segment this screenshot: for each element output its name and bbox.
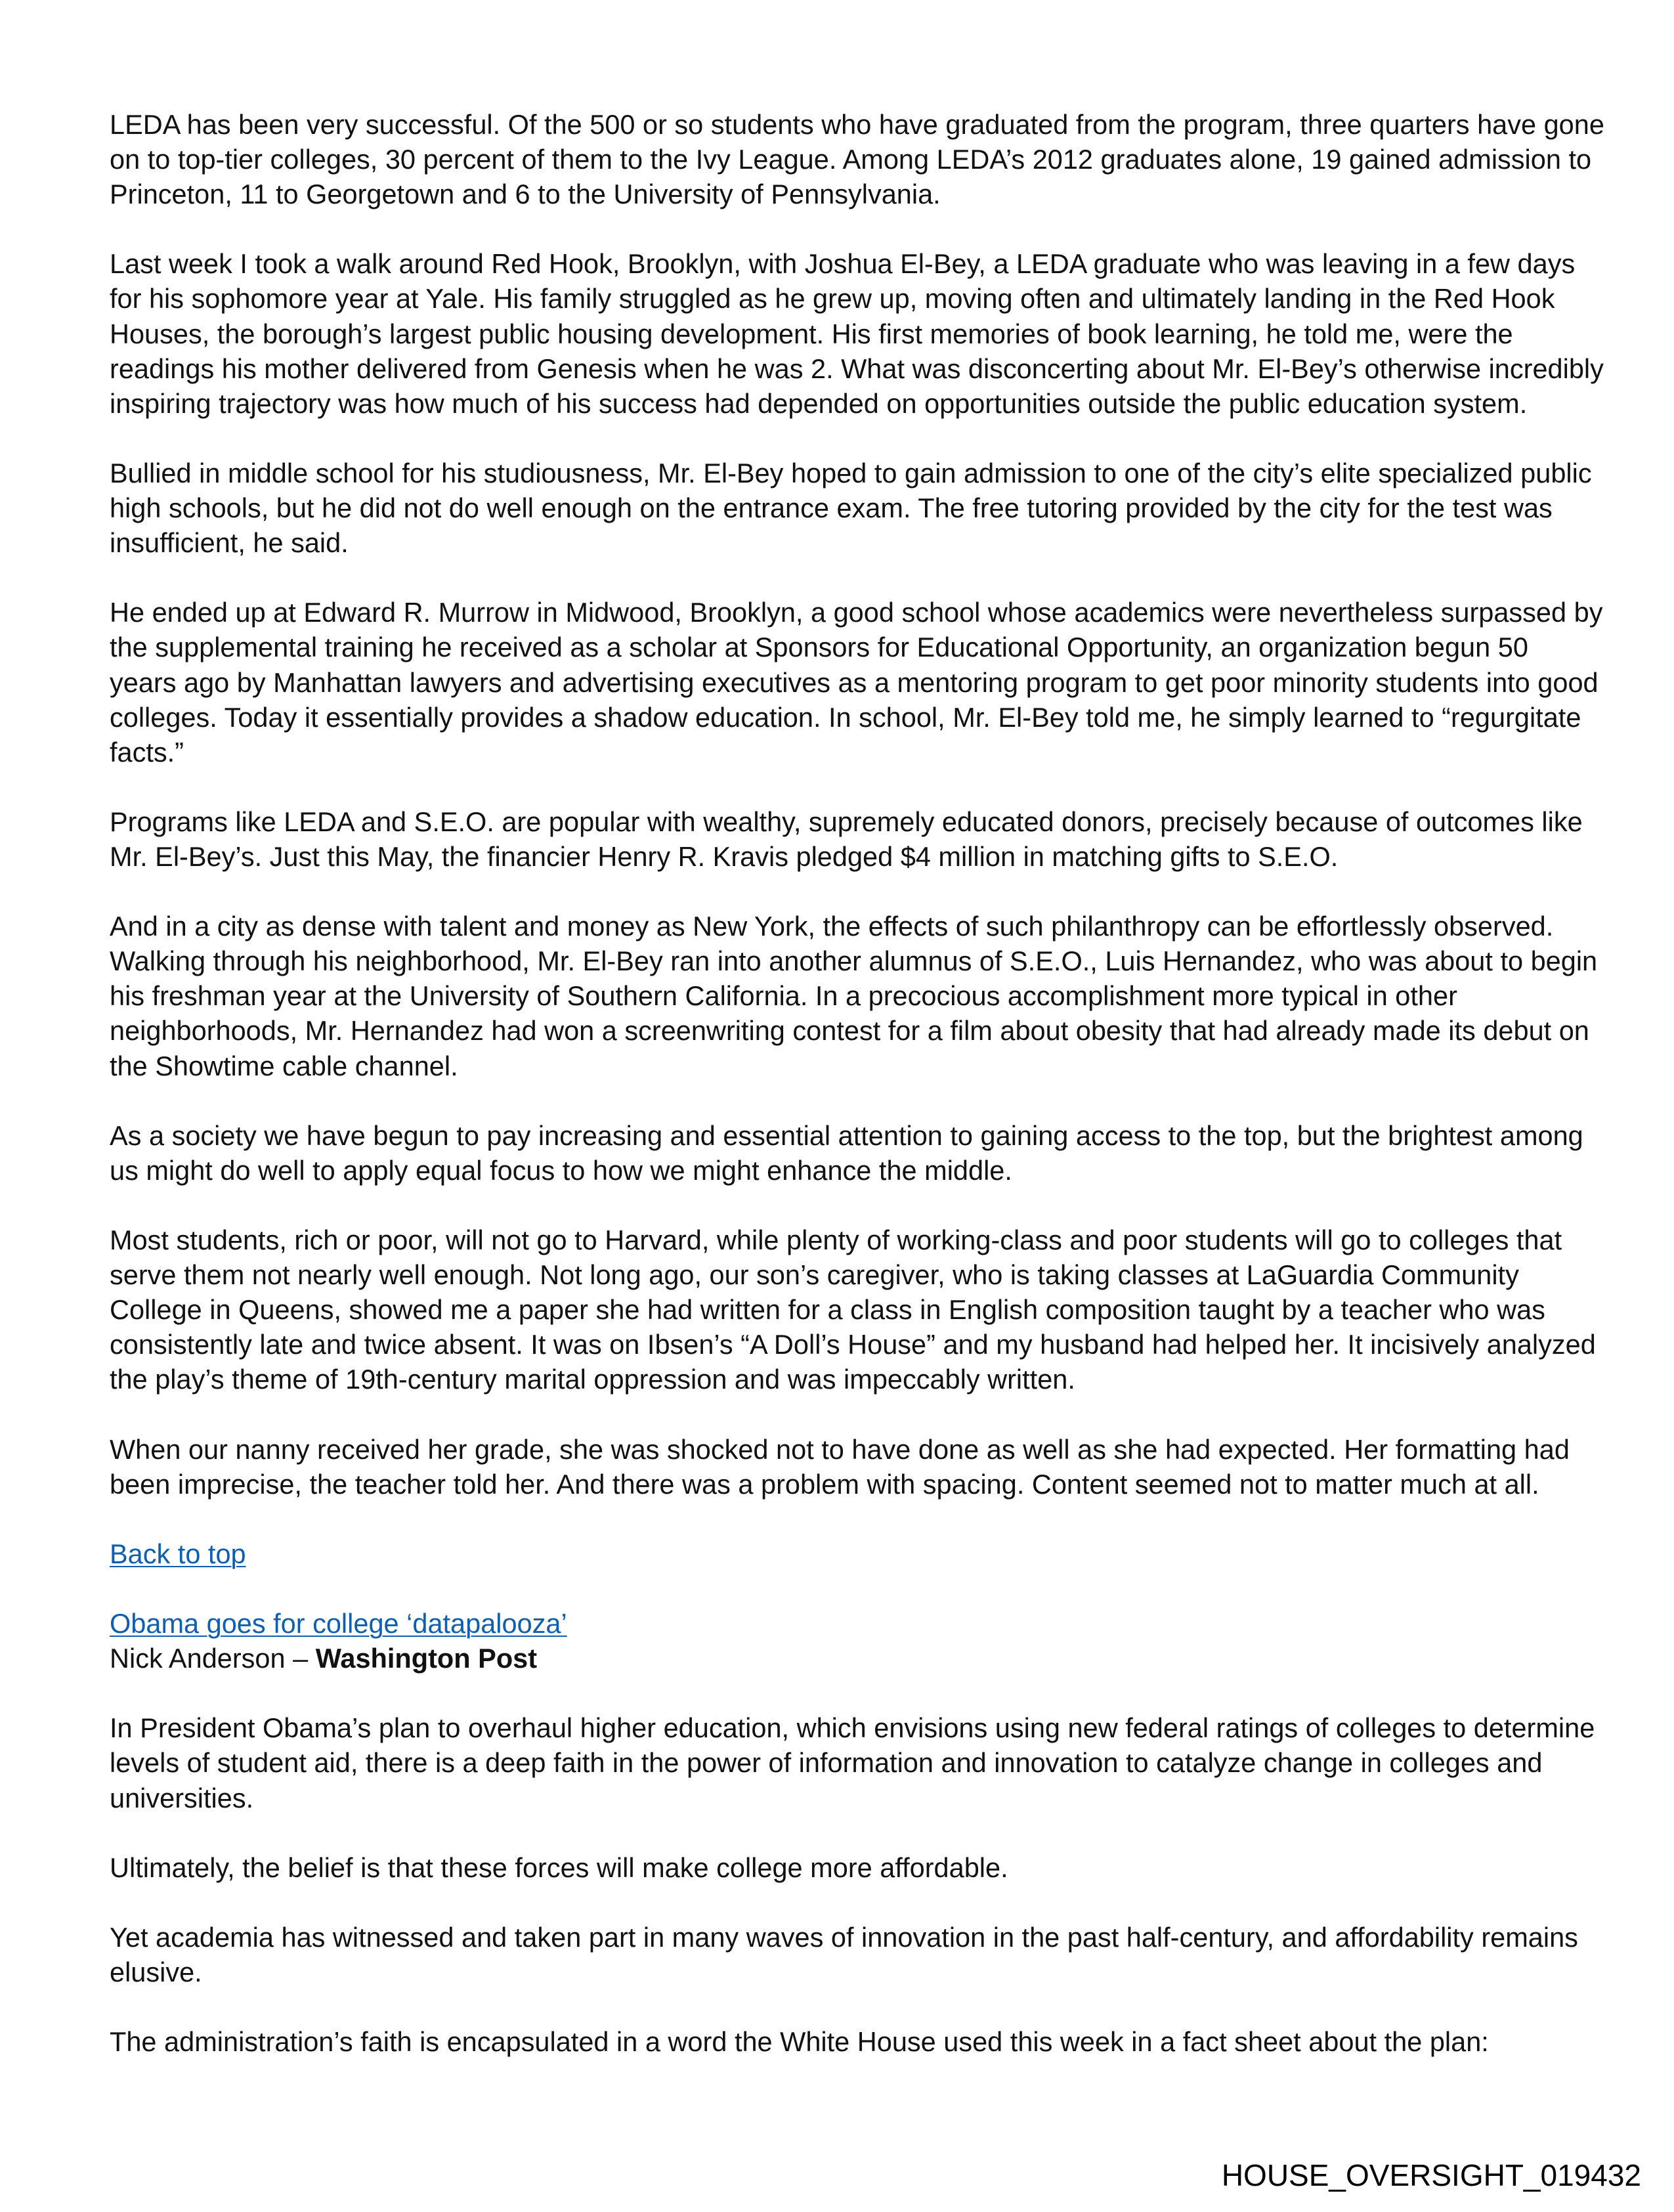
paragraph-programs xyxy=(110,804,1583,874)
text-line: Most students, rich or poor, will not go to Harvard, while plenty of working-class and poor students will go to colleges that xyxy=(110,1225,1562,1255)
text-line: his freshman year at the University of Southern California. In a precocious accomplishment more typical in other xyxy=(110,980,1457,1012)
text-line: In President Obama’s plan to overhaul higher education, which envisions using new federal ratings of colleges to determine xyxy=(110,1712,1595,1744)
document-body xyxy=(110,107,1604,2059)
paragraph-red-hook-walk xyxy=(110,246,1604,420)
paragraph-spacer xyxy=(110,874,1567,909)
text-line: When our nanny received her grade, she was shocked not to have done as well as she had expected. Her formatting had xyxy=(110,1433,1570,1465)
paragraph-spacer xyxy=(110,1815,1567,1850)
text-line: And in a city as dense with talent and money as New York, the effects of such philanthropy can be effortlessly observed. xyxy=(110,911,1554,942)
paragraph-spacer xyxy=(110,421,1567,456)
paragraph-spacer xyxy=(110,770,1567,804)
text-line: As a society we have begun to pay increasing and essential attention to gaining access to the top, but the brightest among xyxy=(110,1119,1583,1151)
paragraph-spacer xyxy=(110,1083,1567,1118)
text-line: on to top-tier colleges, 30 percent of them to the Ivy League. Among LEDA’s 2012 graduates alone, 19 gained admission to xyxy=(110,144,1592,175)
paragraph-spacer xyxy=(110,560,1567,595)
text-line: Ultimately, the belief is that these forces will make college more affordable. xyxy=(110,1852,1008,1883)
text-line: College in Queens, showed me a paper she had written for a class in English composition taught by a teacher who was xyxy=(110,1294,1545,1326)
text-line: Bullied in middle school for his studiousness, Mr. El-Bey hoped to gain admission to one of the city’s elite specialized public xyxy=(110,457,1592,488)
text-line: Programs like LEDA and S.E.O. are popular with wealthy, supremely educated donors, precisely because of outcomes like xyxy=(110,806,1583,837)
text-line: He ended up at Edward R. Murrow in Midwood, Brooklyn, a good school whose academics were nevertheless surpassed by xyxy=(110,597,1603,628)
paragraph-bullied xyxy=(110,456,1592,560)
paragraph-murrow xyxy=(110,595,1603,769)
text-line: Princeton, 11 to Georgetown and 6 to the University of Pennsylvania. xyxy=(110,179,941,210)
text-line: insufficient, he said. xyxy=(110,527,349,559)
text-line: serve them not nearly well enough. Not long ago, our son’s caregiver, who is taking classes at LaGuardia Community xyxy=(110,1259,1519,1291)
text-line: Yet academia has witnessed and taken part in many waves of innovation in the past half-century, and affordability remains xyxy=(110,1921,1578,1953)
text-line: the play’s theme of 19th-century marital oppression and was impeccably written. xyxy=(110,1364,1075,1395)
article-title-row xyxy=(110,1606,1567,1641)
text-line: Mr. El-Bey’s. Just this May, the financier Henry R. Kravis pledged $4 million in matching gifts to S.E.O. xyxy=(110,840,1339,872)
text-line: high schools, but he did not do well enough on the entrance exam. The free tutoring provided by the city for the test was xyxy=(110,492,1553,524)
text-line: years ago by Manhattan lawyers and advertising executives as a mentoring program to get poor minority students into good xyxy=(110,666,1599,698)
paragraph-spacer xyxy=(110,211,1567,246)
text-line: colleges. Today it essentially provides a shadow education. In school, Mr. El-Bey told me, he simply learned to “regurgitate xyxy=(110,701,1581,733)
text-line: Houses, the borough’s largest public housing development. His first memories of book learning, he told me, were the xyxy=(110,318,1513,349)
paragraph-administration-faith xyxy=(110,2024,1567,2059)
publication-name: Washington Post xyxy=(315,1643,538,1674)
back-to-top-link[interactable]: Back to top xyxy=(110,1538,246,1569)
article-title-link[interactable]: Obama goes for college ‘datapalooza’ xyxy=(110,1608,567,1639)
text-line: neighborhoods, Mr. Hernandez had won a screenwriting contest for a film about obesity that had already made its debut on xyxy=(110,1015,1589,1047)
text-line: Last week I took a walk around Red Hook, Brooklyn, with Joshua El-Bey, a LEDA graduate who was leaving in a few days xyxy=(110,248,1576,280)
text-line: facts.” xyxy=(110,736,184,768)
text-line: elusive. xyxy=(110,1956,202,1987)
paragraph-spacer xyxy=(110,1188,1567,1223)
paragraph-spacer xyxy=(110,1571,1567,1606)
text-line: levels of student aid, there is a deep faith in the power of information and innovation to catalyze change in colleges and xyxy=(110,1747,1543,1779)
back-to-top-row xyxy=(110,1536,1567,1571)
text-line: been imprecise, the teacher told her. And there was a problem with spacing. Content seemed not to matter much at all. xyxy=(110,1468,1539,1500)
author-name: Nick Anderson – xyxy=(110,1643,316,1674)
text-line: inspiring trajectory was how much of his success had depended on opportunities outside the public education system. xyxy=(110,387,1528,419)
paragraph-ultimately xyxy=(110,1850,1567,1885)
paragraph-new-york xyxy=(110,909,1598,1083)
paragraph-leda-success xyxy=(110,107,1604,211)
text-line: the Showtime cable channel. xyxy=(110,1050,458,1081)
paragraph-academia xyxy=(110,1920,1578,1989)
article-byline xyxy=(110,1641,1567,1676)
paragraph-spacer xyxy=(110,1676,1567,1710)
text-line: the supplemental training he received as a scholar at Sponsors for Educational Opportunity, an organization begun 50 xyxy=(110,632,1528,663)
text-line: us might do well to apply equal focus to how we might enhance the middle. xyxy=(110,1154,1012,1186)
paragraph-obama-plan xyxy=(110,1710,1595,1815)
text-line: readings his mother delivered from Genesis when he was 2. What was disconcerting about Mr. El-Bey’s otherwise incredibly xyxy=(110,353,1604,384)
paragraph-most-students xyxy=(110,1223,1596,1397)
paragraph-spacer xyxy=(110,1502,1567,1536)
bates-number: HOUSE_OVERSIGHT_019432 xyxy=(1221,2158,1641,2192)
text-line: universities. xyxy=(110,1782,254,1813)
paragraph-nanny-grade xyxy=(110,1432,1570,1502)
text-line: The administration’s faith is encapsulated in a word the White House used this week in a fact sheet about the plan: xyxy=(110,2026,1489,2058)
text-line: LEDA has been very successful. Of the 500 or so students who have graduated from the program, three quarters have gone xyxy=(110,109,1604,140)
text-line: Walking through his neighborhood, Mr. El-Bey ran into another alumnus of S.E.O., Luis Hernandez, who was about to begin xyxy=(110,945,1598,977)
paragraph-spacer xyxy=(110,1397,1567,1431)
text-line: for his sophomore year at Yale. His family struggled as he grew up, moving often and ultimately landing in the Red Hook xyxy=(110,283,1555,314)
paragraph-spacer xyxy=(110,1885,1567,1920)
paragraph-society xyxy=(110,1118,1583,1188)
paragraph-spacer xyxy=(110,1989,1567,2024)
text-line: consistently late and twice absent. It was on Ibsen’s “A Doll’s House” and my husband had helped her. It incisively analyzed xyxy=(110,1329,1596,1360)
